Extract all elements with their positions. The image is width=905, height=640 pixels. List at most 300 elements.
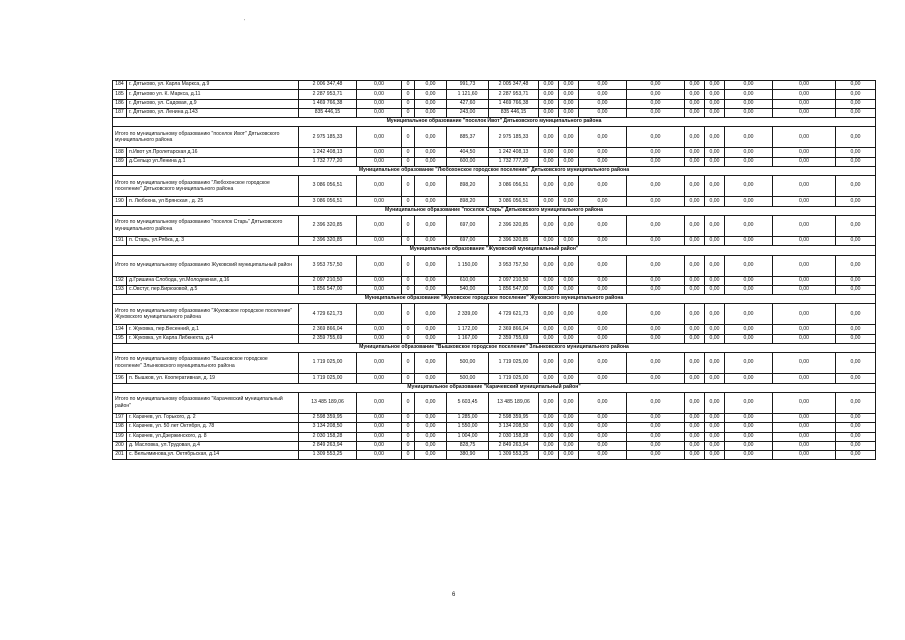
row-cell-c10: 0,00 [627,285,685,294]
total-cell-c4: 0,00 [415,304,447,325]
total-cell-c2: 0,00 [357,215,402,236]
row-cell-c1: 1 242 408,13 [299,148,357,157]
row-address: п. Старь, ул.Рябка, д. 3 [127,236,299,245]
row-cell-c2: 0,00 [357,441,402,450]
row-cell-c6: 1 732 777,20 [489,157,539,166]
row-cell-c11: 0,00 [685,108,705,117]
row-address: г. Карачев, ул. 50 лет Октября, д. 78 [127,423,299,432]
row-cell-c10: 0,00 [627,276,685,285]
row-cell-c10: 0,00 [627,108,685,117]
total-cell-c7: 0,00 [539,215,559,236]
page-number: 6 [452,592,456,598]
row-cell-c3: 0 [402,374,415,383]
row-cell-c12: 0,00 [705,451,725,460]
row-cell-c12: 0,00 [705,108,725,117]
table-row [113,413,876,422]
row-cell-c14: 0,00 [773,99,836,108]
row-cell-c7: 0,00 [539,236,559,245]
total-cell-c15: 0,00 [836,353,876,374]
row-cell-c6: 2 030 158,28 [489,432,539,441]
total-cell-c10: 0,00 [627,215,685,236]
total-cell-c8: 0,00 [559,353,579,374]
section-header: Муниципальное образование "Карачевский муниципальный район" [113,383,876,392]
total-cell-c12: 0,00 [705,176,725,197]
row-cell-c3: 0 [402,334,415,343]
total-cell-c14: 0,00 [773,304,836,325]
row-cell-c11: 0,00 [685,148,705,157]
row-cell-c8: 0,00 [559,236,579,245]
total-cell-c3: 0 [402,215,415,236]
total-cell-c1: 2 396 320,85 [299,215,357,236]
table-row [113,108,876,117]
row-cell-c4: 0,00 [415,90,447,99]
row-cell-c12: 0,00 [705,236,725,245]
row-cell-c7: 0,00 [539,157,559,166]
row-cell-c11: 0,00 [685,276,705,285]
row-cell-c9: 0,00 [579,81,627,90]
registry-table [112,80,876,460]
total-cell-c12: 0,00 [705,255,725,276]
table-row [113,99,876,108]
row-number: 186 [113,99,127,108]
section-total-row [113,176,876,197]
row-address: с. Вельяминова,ул. Октябрьская, д.14 [127,451,299,460]
row-cell-c13: 0,00 [725,90,773,99]
row-cell-c6: 2 287 953,71 [489,90,539,99]
table-row [113,157,876,166]
total-cell-c8: 0,00 [559,392,579,413]
row-cell-c1: 1 309 553,25 [299,451,357,460]
row-cell-c10: 0,00 [627,90,685,99]
row-cell-c15: 0,00 [836,276,876,285]
row-cell-c7: 0,00 [539,81,559,90]
total-cell-c14: 0,00 [773,353,836,374]
total-cell-c11: 0,00 [685,392,705,413]
total-cell-c9: 0,00 [579,215,627,236]
total-cell-c12: 0,00 [705,392,725,413]
table-row [113,90,876,99]
row-cell-c4: 0,00 [415,413,447,422]
row-cell-c11: 0,00 [685,432,705,441]
row-cell-c15: 0,00 [836,197,876,206]
section-header: Муниципальное образование "Жуковское городское поселение" Жуковского муниципального района [113,295,876,304]
row-cell-c10: 0,00 [627,236,685,245]
row-cell-c9: 0,00 [579,236,627,245]
total-cell-c6: 2 396 320,85 [489,215,539,236]
total-cell-c9: 0,00 [579,353,627,374]
total-cell-c4: 0,00 [415,392,447,413]
total-cell-c14: 0,00 [773,127,836,148]
row-cell-c9: 0,00 [579,325,627,334]
row-cell-c13: 0,00 [725,334,773,343]
total-cell-c14: 0,00 [773,255,836,276]
total-cell-c12: 0,00 [705,353,725,374]
row-cell-c3: 0 [402,441,415,450]
row-address: п.Ивот ул.Пролетарская д.16 [127,148,299,157]
row-cell-c1: 2 369 866,04 [299,325,357,334]
row-address: д. Масловка, ул.Трудовая, д.4 [127,441,299,450]
row-cell-c8: 0,00 [559,334,579,343]
row-cell-c14: 0,00 [773,285,836,294]
row-cell-c8: 0,00 [559,285,579,294]
row-cell-c12: 0,00 [705,285,725,294]
row-cell-c4: 0,00 [415,374,447,383]
row-cell-c11: 0,00 [685,285,705,294]
row-cell-c1: 2 598 359,95 [299,413,357,422]
row-cell-c13: 0,00 [725,451,773,460]
row-cell-c11: 0,00 [685,90,705,99]
row-number: 193 [113,285,127,294]
total-cell-c7: 0,00 [539,255,559,276]
total-cell-c1: 3 953 757,50 [299,255,357,276]
row-cell-c2: 0,00 [357,197,402,206]
total-cell-c9: 0,00 [579,127,627,148]
row-cell-c11: 0,00 [685,413,705,422]
row-cell-c7: 0,00 [539,451,559,460]
row-cell-c3: 0 [402,90,415,99]
total-label: Итого по муниципальному образованию "Карачевский муниципальный район" [113,392,299,413]
row-cell-c10: 0,00 [627,432,685,441]
row-cell-c5: 991,73 [447,81,489,90]
row-cell-c11: 0,00 [685,441,705,450]
row-cell-c9: 0,00 [579,108,627,117]
table-row [113,441,876,450]
row-address: г. Жуковка, ул Карла Либкнехта, д.4 [127,334,299,343]
section-total-row [113,255,876,276]
row-cell-c13: 0,00 [725,413,773,422]
row-cell-c12: 0,00 [705,81,725,90]
row-cell-c2: 0,00 [357,148,402,157]
row-cell-c7: 0,00 [539,90,559,99]
row-cell-c13: 0,00 [725,374,773,383]
row-cell-c10: 0,00 [627,157,685,166]
row-cell-c2: 0,00 [357,432,402,441]
row-cell-c14: 0,00 [773,413,836,422]
row-cell-c1: 2 030 158,28 [299,432,357,441]
row-cell-c13: 0,00 [725,197,773,206]
total-cell-c1: 2 975 185,33 [299,127,357,148]
row-cell-c11: 0,00 [685,423,705,432]
row-cell-c3: 0 [402,413,415,422]
row-cell-c5: 1 004,00 [447,432,489,441]
row-cell-c3: 0 [402,285,415,294]
row-cell-c4: 0,00 [415,276,447,285]
row-cell-c15: 0,00 [836,334,876,343]
row-cell-c14: 0,00 [773,423,836,432]
total-cell-c10: 0,00 [627,255,685,276]
row-cell-c4: 0,00 [415,236,447,245]
row-cell-c3: 0 [402,432,415,441]
row-cell-c5: 828,75 [447,441,489,450]
row-number: 185 [113,90,127,99]
total-cell-c13: 0,00 [725,176,773,197]
section-total-row [113,392,876,413]
row-cell-c7: 0,00 [539,413,559,422]
row-cell-c3: 0 [402,108,415,117]
section-header: Муниципальное образование "Вышковское городское поселение" Злынковского муниципального района [113,344,876,353]
section-header-row [113,344,876,353]
row-cell-c6: 1 309 553,25 [489,451,539,460]
total-cell-c6: 4 729 621,73 [489,304,539,325]
total-cell-c12: 0,00 [705,127,725,148]
row-cell-c13: 0,00 [725,236,773,245]
row-cell-c1: 2 097 210,50 [299,276,357,285]
row-cell-c8: 0,00 [559,108,579,117]
row-cell-c11: 0,00 [685,451,705,460]
row-cell-c4: 0,00 [415,285,447,294]
row-cell-c5: 404,50 [447,148,489,157]
row-cell-c10: 0,00 [627,413,685,422]
row-cell-c9: 0,00 [579,157,627,166]
row-cell-c2: 0,00 [357,325,402,334]
row-address: г. Жуковка, пер.Весенний, д.1 [127,325,299,334]
row-cell-c14: 0,00 [773,374,836,383]
total-cell-c14: 0,00 [773,215,836,236]
row-cell-c7: 0,00 [539,334,559,343]
row-number: 184 [113,81,127,90]
table-row [113,374,876,383]
table-row [113,197,876,206]
total-cell-c15: 0,00 [836,255,876,276]
row-cell-c6: 2 396 320,85 [489,236,539,245]
total-cell-c5: 5 603,45 [447,392,489,413]
total-cell-c10: 0,00 [627,127,685,148]
row-cell-c9: 0,00 [579,99,627,108]
row-cell-c7: 0,00 [539,108,559,117]
row-cell-c7: 0,00 [539,148,559,157]
table-row [113,325,876,334]
row-cell-c14: 0,00 [773,81,836,90]
row-number: 191 [113,236,127,245]
row-cell-c9: 0,00 [579,197,627,206]
row-cell-c2: 0,00 [357,81,402,90]
total-cell-c2: 0,00 [357,127,402,148]
row-cell-c6: 1 242 408,13 [489,148,539,157]
row-cell-c8: 0,00 [559,148,579,157]
row-cell-c13: 0,00 [725,157,773,166]
total-cell-c6: 1 719 025,00 [489,353,539,374]
row-cell-c8: 0,00 [559,432,579,441]
row-cell-c6: 2 097 210,50 [489,276,539,285]
row-cell-c6: 1 469 766,38 [489,99,539,108]
row-number: 198 [113,423,127,432]
row-cell-c11: 0,00 [685,81,705,90]
section-total-row [113,353,876,374]
row-cell-c13: 0,00 [725,108,773,117]
row-cell-c3: 0 [402,157,415,166]
row-cell-c1: 1 856 547,00 [299,285,357,294]
table-row [113,432,876,441]
row-cell-c9: 0,00 [579,413,627,422]
row-cell-c15: 0,00 [836,285,876,294]
row-cell-c7: 0,00 [539,285,559,294]
row-number: 187 [113,108,127,117]
row-cell-c12: 0,00 [705,325,725,334]
total-cell-c7: 0,00 [539,176,559,197]
row-cell-c8: 0,00 [559,413,579,422]
row-cell-c5: 1 167,00 [447,334,489,343]
row-cell-c5: 697,00 [447,236,489,245]
total-label: Итого по муниципальному образованию Жуковский муниципальный район [113,255,299,276]
row-cell-c10: 0,00 [627,81,685,90]
row-cell-c8: 0,00 [559,90,579,99]
row-cell-c9: 0,00 [579,451,627,460]
row-cell-c4: 0,00 [415,423,447,432]
row-cell-c6: 2 849 263,94 [489,441,539,450]
table-row [113,285,876,294]
row-cell-c7: 0,00 [539,423,559,432]
total-cell-c2: 0,00 [357,353,402,374]
total-cell-c3: 0 [402,392,415,413]
row-cell-c2: 0,00 [357,374,402,383]
row-cell-c3: 0 [402,276,415,285]
row-cell-c15: 0,00 [836,157,876,166]
total-cell-c15: 0,00 [836,215,876,236]
total-cell-c7: 0,00 [539,392,559,413]
total-label: Итого по муниципальному образованию "Жуковское городское поселение" Жуковского муниципального района [113,304,299,325]
row-cell-c10: 0,00 [627,148,685,157]
total-label: Итого по муниципальному образованию "поселок Ивот" Дятьковского муниципального района [113,127,299,148]
row-cell-c12: 0,00 [705,413,725,422]
total-cell-c11: 0,00 [685,176,705,197]
row-cell-c2: 0,00 [357,334,402,343]
row-cell-c3: 0 [402,423,415,432]
total-cell-c10: 0,00 [627,176,685,197]
row-cell-c10: 0,00 [627,334,685,343]
row-cell-c15: 0,00 [836,374,876,383]
row-cell-c2: 0,00 [357,276,402,285]
row-cell-c8: 0,00 [559,157,579,166]
row-cell-c2: 0,00 [357,285,402,294]
row-cell-c1: 3 134 208,50 [299,423,357,432]
row-number: 194 [113,325,127,334]
row-cell-c3: 0 [402,148,415,157]
row-cell-c6: 1 856 547,00 [489,285,539,294]
row-cell-c14: 0,00 [773,90,836,99]
total-cell-c2: 0,00 [357,176,402,197]
row-cell-c9: 0,00 [579,374,627,383]
row-cell-c13: 0,00 [725,441,773,450]
table-row [113,236,876,245]
row-cell-c13: 0,00 [725,276,773,285]
total-cell-c11: 0,00 [685,127,705,148]
total-cell-c9: 0,00 [579,304,627,325]
total-cell-c10: 0,00 [627,304,685,325]
row-cell-c13: 0,00 [725,325,773,334]
table-row [113,334,876,343]
total-cell-c5: 885,37 [447,127,489,148]
row-address: г. Дятьково, ул. Карла Маркса, д.9 [127,81,299,90]
row-cell-c14: 0,00 [773,432,836,441]
row-cell-c1: 2 359 755,69 [299,334,357,343]
row-cell-c11: 0,00 [685,99,705,108]
row-number: 197 [113,413,127,422]
row-cell-c9: 0,00 [579,334,627,343]
row-number: 199 [113,432,127,441]
row-cell-c7: 0,00 [539,432,559,441]
row-number: 188 [113,148,127,157]
total-cell-c13: 0,00 [725,215,773,236]
table-row [113,451,876,460]
row-cell-c14: 0,00 [773,276,836,285]
row-cell-c11: 0,00 [685,236,705,245]
row-cell-c15: 0,00 [836,108,876,117]
row-cell-c6: 2 359 755,69 [489,334,539,343]
total-cell-c11: 0,00 [685,304,705,325]
row-cell-c12: 0,00 [705,423,725,432]
total-cell-c1: 1 719 025,00 [299,353,357,374]
total-cell-c6: 2 975 185,33 [489,127,539,148]
row-cell-c2: 0,00 [357,157,402,166]
total-label: Итого по муниципальному образованию "Вышковское городское поселение" Злынковского муниципального района [113,353,299,374]
row-cell-c5: 1 285,00 [447,413,489,422]
total-cell-c13: 0,00 [725,127,773,148]
row-cell-c13: 0,00 [725,432,773,441]
row-address: с.Овстуг, пер.Бирюзовой, д.5 [127,285,299,294]
row-cell-c12: 0,00 [705,432,725,441]
section-header: Муниципальное образование "поселок Ивот" Дятьковского муниципального района [113,118,876,127]
total-cell-c13: 0,00 [725,353,773,374]
row-cell-c3: 0 [402,325,415,334]
row-cell-c5: 1 172,00 [447,325,489,334]
row-cell-c9: 0,00 [579,285,627,294]
row-cell-c3: 0 [402,197,415,206]
row-cell-c6: 1 719 025,00 [489,374,539,383]
total-cell-c9: 0,00 [579,255,627,276]
total-cell-c4: 0,00 [415,176,447,197]
row-cell-c7: 0,00 [539,374,559,383]
total-cell-c12: 0,00 [705,304,725,325]
total-cell-c11: 0,00 [685,353,705,374]
row-cell-c8: 0,00 [559,99,579,108]
row-cell-c15: 0,00 [836,148,876,157]
row-number: 192 [113,276,127,285]
row-cell-c8: 0,00 [559,451,579,460]
total-cell-c8: 0,00 [559,255,579,276]
row-cell-c7: 0,00 [539,99,559,108]
row-address: п. Вышков, ул. Кооперативная, д. 19 [127,374,299,383]
total-cell-c3: 0 [402,176,415,197]
row-cell-c3: 0 [402,451,415,460]
row-cell-c9: 0,00 [579,441,627,450]
row-address: г. Дятьково ул. К. Маркса, д.11 [127,90,299,99]
section-total-row [113,215,876,236]
row-cell-c4: 0,00 [415,197,447,206]
row-cell-c1: 1 732 777,20 [299,157,357,166]
row-cell-c5: 380,90 [447,451,489,460]
total-cell-c9: 0,00 [579,176,627,197]
row-cell-c8: 0,00 [559,197,579,206]
total-cell-c8: 0,00 [559,304,579,325]
row-cell-c3: 0 [402,99,415,108]
row-cell-c9: 0,00 [579,148,627,157]
row-cell-c4: 0,00 [415,334,447,343]
row-cell-c6: 835 446,15 [489,108,539,117]
row-cell-c12: 0,00 [705,276,725,285]
row-cell-c14: 0,00 [773,197,836,206]
section-header-row [113,118,876,127]
row-cell-c7: 0,00 [539,197,559,206]
row-cell-c14: 0,00 [773,236,836,245]
row-cell-c2: 0,00 [357,236,402,245]
row-cell-c10: 0,00 [627,99,685,108]
total-cell-c3: 0 [402,304,415,325]
row-cell-c12: 0,00 [705,374,725,383]
row-address: д.Сельцо ул.Ленина д.1 [127,157,299,166]
total-cell-c6: 3 086 056,51 [489,176,539,197]
row-cell-c1: 2 849 263,94 [299,441,357,450]
total-cell-c5: 697,00 [447,215,489,236]
